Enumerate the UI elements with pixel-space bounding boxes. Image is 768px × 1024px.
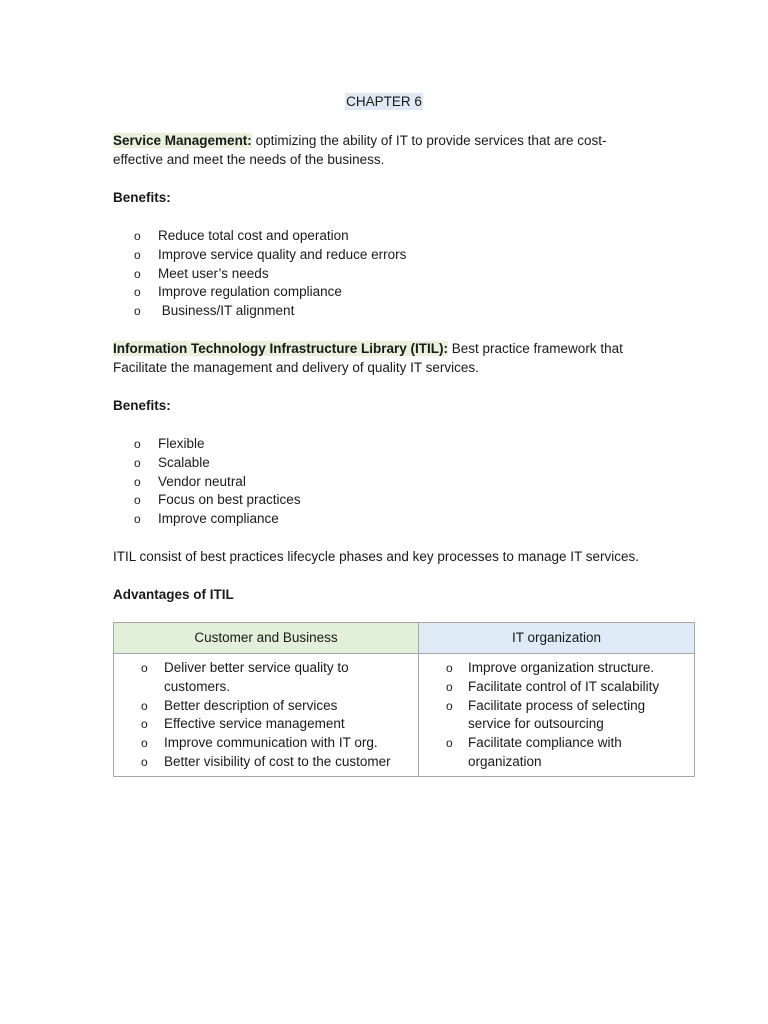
itil-summary: ITIL consist of best practices lifecycle phases and key processes to manage IT services.	[113, 549, 639, 564]
circle-bullet-icon: o	[134, 512, 141, 527]
service-management-definition: optimizing the ability of IT to provide services that are cost-effective and meet the needs of the business.	[113, 133, 607, 167]
circle-bullet-icon: o	[134, 493, 141, 508]
benefits-list-2	[113, 435, 643, 529]
circle-bullet-icon: o	[134, 266, 141, 281]
circle-bullet-icon: o	[446, 698, 453, 713]
circle-bullet-icon: o	[446, 679, 453, 694]
list-item: o Scalable	[113, 454, 643, 473]
service-management-term: Service Management:	[113, 133, 252, 148]
advantages-heading: Advantages of ITIL	[113, 587, 234, 602]
list-item: o Improve communication with IT org.	[114, 734, 418, 753]
circle-bullet-icon: o	[134, 285, 141, 300]
list-item: o Better visibility of cost to the customer	[114, 753, 418, 772]
circle-bullet-icon: o	[446, 661, 453, 675]
column-header-it-organization: IT organization	[419, 623, 695, 654]
list-item: o Facilitate control of IT scalability	[419, 678, 694, 697]
circle-bullet-icon: o	[134, 455, 141, 470]
chapter-title	[0, 93, 768, 112]
benefits-heading-2: Benefits:	[113, 398, 171, 413]
itil-definition: Best practice framework that Facilitate the management and delivery of quality IT services.	[113, 341, 623, 375]
list-item: o Business/IT alignment	[113, 302, 643, 321]
circle-bullet-icon: o	[446, 736, 453, 751]
table-row	[114, 654, 695, 777]
circle-bullet-icon: o	[134, 437, 141, 451]
circle-bullet-icon: o	[141, 661, 148, 675]
list-item: o Vendor neutral	[113, 473, 643, 492]
circle-bullet-icon: o	[134, 304, 141, 319]
circle-bullet-icon: o	[141, 736, 148, 751]
table-header-row	[114, 623, 695, 654]
advantages-table	[113, 622, 695, 777]
benefits-list-1	[113, 227, 643, 321]
list-item: o Improve service quality and reduce errors	[113, 246, 643, 265]
service-management-paragraph	[113, 132, 643, 170]
list-item: o Focus on best practices	[113, 491, 643, 510]
list-item: o Deliver better service quality to customers.	[141, 660, 349, 694]
list-item: o Facilitate compliance with organization	[446, 735, 622, 769]
column-header-customer-business: Customer and Business	[114, 623, 419, 654]
circle-bullet-icon: o	[141, 754, 148, 769]
list-item: o Better description of services	[114, 697, 418, 716]
circle-bullet-icon: o	[134, 247, 141, 262]
itil-paragraph	[113, 340, 653, 378]
list-item: o Meet user’s needs	[113, 265, 643, 284]
list-item: o Effective service management	[114, 715, 418, 734]
list-item: o Improve organization structure.	[419, 659, 694, 678]
circle-bullet-icon: o	[141, 698, 148, 713]
list-item: o Flexible	[113, 435, 643, 454]
circle-bullet-icon: o	[141, 717, 148, 732]
list-item: o Improve compliance	[113, 510, 643, 529]
circle-bullet-icon: o	[134, 229, 141, 243]
chapter-title-text: CHAPTER 6	[346, 94, 422, 109]
circle-bullet-icon: o	[134, 474, 141, 489]
list-item: o Improve regulation compliance	[113, 283, 643, 302]
it-organization-cell	[419, 654, 695, 777]
list-item: o Reduce total cost and operation	[113, 227, 643, 246]
list-item: o Facilitate process of selecting service for outsourcing	[446, 697, 646, 732]
customer-business-cell	[114, 654, 419, 777]
benefits-heading-1: Benefits:	[113, 190, 171, 205]
itil-term: Information Technology Infrastructure Library (ITIL):	[113, 341, 449, 356]
